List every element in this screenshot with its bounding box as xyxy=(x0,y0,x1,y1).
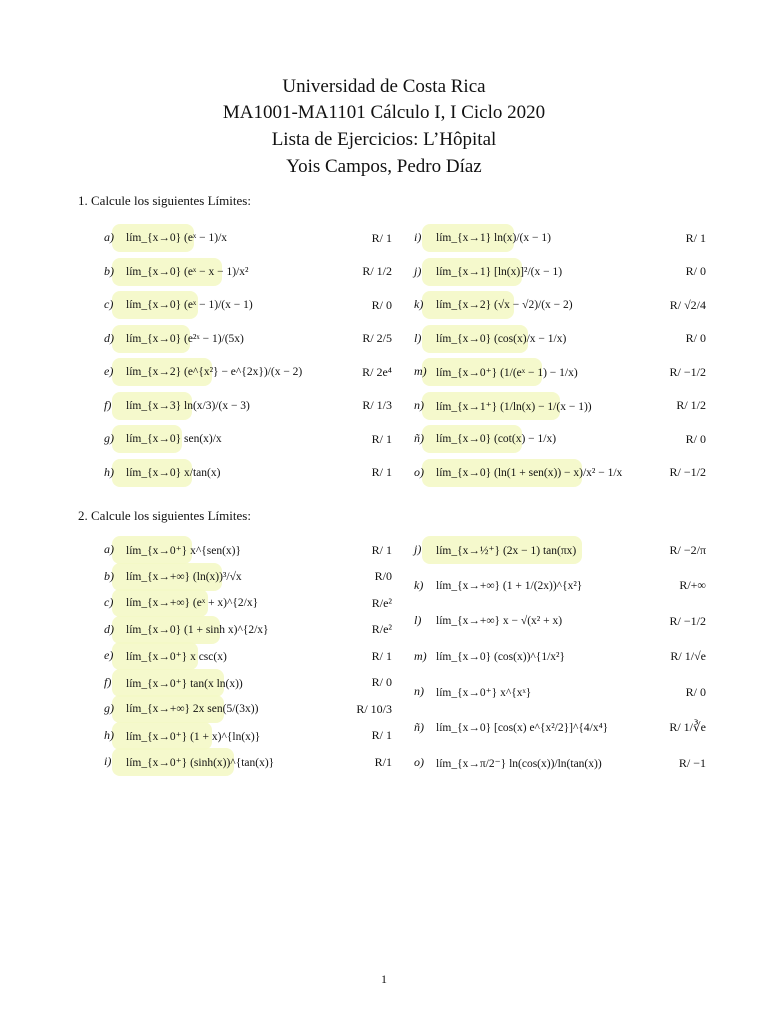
exercise-label: ñ) xyxy=(414,431,424,445)
exercise-label: n) xyxy=(414,684,424,698)
exercise-expression: lím_{x→0} (1 + sinh x)^{2/x} xyxy=(126,623,269,636)
exercise-expression: lím_{x→0⁺} x csc(x) xyxy=(126,651,227,663)
list-title: Lista de Ejercicios: L’Hôpital xyxy=(271,129,497,150)
exercise-label: k) xyxy=(414,297,424,311)
exercise-expression: lím_{x→0} x/tan(x) xyxy=(126,466,221,479)
exercise-label: a) xyxy=(104,542,114,556)
exercise-answer: R/ 1/3 xyxy=(362,398,392,412)
exercise-answer: R/ 1 xyxy=(371,542,392,557)
authors: Yois Campos, Pedro Díaz xyxy=(286,156,482,177)
exercise-answer: R/ 1 xyxy=(371,230,392,245)
exercise-expression: lím_{x→0} (e²ˣ − 1)/(5x) xyxy=(126,332,244,345)
exercise-item xyxy=(414,747,706,779)
exercise-answer: R/ 1 xyxy=(685,230,706,245)
exercise-label: h) xyxy=(104,464,114,479)
exercise-label: c) xyxy=(104,297,114,311)
exercise-label: e) xyxy=(104,364,114,378)
exercise-expression: lím_{x→π/2⁻} ln(cos(x))/ln(tan(x)) xyxy=(436,758,602,770)
exercise-label: n) xyxy=(414,397,424,412)
exercise-label: o) xyxy=(414,755,424,769)
exercise-item xyxy=(414,390,706,422)
exercise-answer: R/ 0 xyxy=(685,264,706,278)
exercise-expression: lím_{x→+∞} (ln(x))³/√x xyxy=(126,570,242,583)
exercise-label: d) xyxy=(104,330,114,345)
exercise-answer: R/ 0 xyxy=(685,684,706,699)
exercise-item xyxy=(104,323,396,355)
exercise-answer: R/ 1 xyxy=(371,648,392,663)
exercise-item xyxy=(104,356,396,388)
exercise-answer: R/ √2/4 xyxy=(669,297,706,312)
course-title: MA1001-MA1101 Cálculo I, I Ciclo 2020 xyxy=(222,102,546,123)
exercise-label: i) xyxy=(414,230,422,244)
exercise-expression: lím_{x→3} ln(x/3)/(x − 3) xyxy=(126,399,250,412)
exercise-item xyxy=(414,323,706,355)
exercise-expression: lím_{x→0} (cot(x) − 1/x) xyxy=(436,433,557,445)
exercise-item xyxy=(104,423,396,455)
exercise-expression: lím_{x→+∞} 2x sen(5/(3x)) xyxy=(126,703,259,715)
exercise-label: ñ) xyxy=(414,719,424,734)
exercise-expression: lím_{x→0} (eˣ − x − 1)/x² xyxy=(126,265,249,278)
exercise-label: a) xyxy=(104,230,114,244)
exercise-expression: lím_{x→0} (cos(x)/x − 1/x) xyxy=(436,332,567,345)
exercise-expression: lím_{x→2} (e^{x²} − e^{2x})/(x − 2) xyxy=(126,366,303,378)
exercise-answer: R/ 10/3 xyxy=(356,701,392,716)
exercise-label: d) xyxy=(104,621,114,636)
exercise-label: c) xyxy=(104,595,114,609)
exercise-answer: R/ 1/√e xyxy=(670,649,706,663)
exercise-answer: R/ 0 xyxy=(371,675,392,689)
exercise-expression: lím_{x→½⁺} (2x − 1) tan(πx) xyxy=(436,545,577,557)
exercise-label: f) xyxy=(104,397,112,412)
exercise-expression: lím_{x→0⁺} (1 + x)^{ln(x)} xyxy=(126,730,261,743)
page-number: 1 xyxy=(381,972,387,986)
exercise-item xyxy=(414,423,706,455)
exercise-answer: R/ −1 xyxy=(678,755,706,770)
exercise-item xyxy=(414,676,706,708)
exercise-answer: R/ −1/2 xyxy=(669,364,706,379)
exercise-answer: R/+∞ xyxy=(679,578,706,592)
exercise-label: o) xyxy=(414,464,424,479)
exercise-label: h) xyxy=(104,727,114,742)
exercise-item xyxy=(104,256,396,288)
exercise-expression: lím_{x→0} (eˣ − 1)/x xyxy=(126,232,228,244)
exercise-answer: R/ 0 xyxy=(371,297,392,312)
exercise-answer: R/ 0 xyxy=(685,331,706,345)
exercise-answer: R/ 1/2 xyxy=(676,398,706,412)
exercise-expression: lím_{x→0} sen(x)/x xyxy=(126,433,222,445)
exercise-answer: R/ 2e⁴ xyxy=(362,364,392,379)
exercise-label: l) xyxy=(414,613,422,627)
exercise-answer: R/0 xyxy=(374,569,392,583)
exercise-label: g) xyxy=(104,431,114,445)
exercise-expression: lím_{x→+∞} (1 + 1/(2x))^{x²} xyxy=(436,579,583,592)
exercise-item xyxy=(104,222,396,254)
exercise-expression: lím_{x→0⁺} tan(x ln(x)) xyxy=(126,677,243,690)
exercise-answer: R/ 1 xyxy=(371,728,392,742)
exercise-label: m) xyxy=(414,364,427,378)
exercise-label: m) xyxy=(414,648,427,663)
exercise-expression: lím_{x→+∞} (eˣ + x)^{2/x} xyxy=(126,597,259,609)
exercise-answer: R/e² xyxy=(371,622,392,636)
exercise-expression: lím_{x→0} [cos(x) e^{x²/2}]^{4/x⁴} xyxy=(436,721,609,734)
exercise-item xyxy=(104,289,396,321)
exercise-item xyxy=(104,746,396,778)
exercise-item xyxy=(414,570,706,602)
exercise-label: b) xyxy=(104,568,114,583)
exercise-item xyxy=(104,457,396,489)
exercise-expression: lím_{x→2} (√x − √2)/(x − 2) xyxy=(436,299,573,311)
exercise-expression: lím_{x→0⁺} (sinh(x))^{tan(x)} xyxy=(126,757,275,769)
exercise-answer: R/ 1 xyxy=(371,431,392,446)
exercise-label: e) xyxy=(104,648,114,662)
exercise-label: j) xyxy=(414,542,422,556)
exercise-answer: R/ −1/2 xyxy=(669,465,706,479)
exercise-expression: lím_{x→0} (cos(x))^{1/x²} xyxy=(436,650,565,663)
exercise-answer: R/ 2/5 xyxy=(362,331,392,345)
exercise-answer: R/1 xyxy=(374,754,392,769)
exercise-label: g) xyxy=(104,701,114,715)
exercise-expression: lím_{x→0} (ln(1 + sen(x)) − x)/x² − 1/x xyxy=(436,466,623,479)
exercise-answer: R/e² xyxy=(371,595,392,610)
exercise-label: f) xyxy=(104,674,112,689)
exercise-item xyxy=(104,390,396,422)
exercise-item xyxy=(414,712,706,744)
exercise-answer: R/ 1 xyxy=(371,465,392,479)
exercise-answer: R/ −2/π xyxy=(669,542,706,557)
exercise-expression: lím_{x→0} (eˣ − 1)/(x − 1) xyxy=(126,299,253,311)
exercise-label: i) xyxy=(104,754,112,768)
exercise-item xyxy=(414,289,706,321)
exercise-expression: lím_{x→0⁺} (1/(eˣ − 1) − 1/x) xyxy=(436,367,578,379)
exercise-label: b) xyxy=(104,263,114,278)
exercise-answer: R/ −1/2 xyxy=(669,613,706,628)
exercise-expression: lím_{x→1⁺} (1/ln(x) − 1/(x − 1)) xyxy=(436,400,592,413)
exercise-expression: lím_{x→0⁺} x^{xˣ} xyxy=(436,687,532,699)
exercise-expression: lím_{x→0⁺} x^{sen(x)} xyxy=(126,545,241,557)
exercise-answer: R/ 0 xyxy=(685,431,706,446)
exercise-item xyxy=(414,222,706,254)
exercise-answer: R/ 1/∛e xyxy=(669,720,706,734)
university-title: Universidad de Costa Rica xyxy=(282,76,486,97)
exercise-label: l) xyxy=(414,330,422,345)
exercise-expression: lím_{x→+∞} x − √(x² + x) xyxy=(436,615,563,627)
exercise-expression: lím_{x→1} ln(x)/(x − 1) xyxy=(436,232,551,244)
exercise-expression: lím_{x→1} [ln(x)]²/(x − 1) xyxy=(436,265,563,278)
exercise-item xyxy=(414,457,706,489)
exercise-answer: R/ 1/2 xyxy=(362,264,392,278)
exercise-item xyxy=(414,641,706,673)
exercise-item xyxy=(414,534,706,566)
exercise-item xyxy=(414,605,706,637)
exercise-item xyxy=(414,356,706,388)
exercise-label: j) xyxy=(414,263,422,278)
exercise-item xyxy=(414,256,706,288)
section-1-heading: 1. Calcule los siguientes Límites: xyxy=(78,193,251,208)
exercise-label: k) xyxy=(414,577,424,592)
section-2-heading: 2. Calcule los siguientes Límites: xyxy=(78,508,251,523)
